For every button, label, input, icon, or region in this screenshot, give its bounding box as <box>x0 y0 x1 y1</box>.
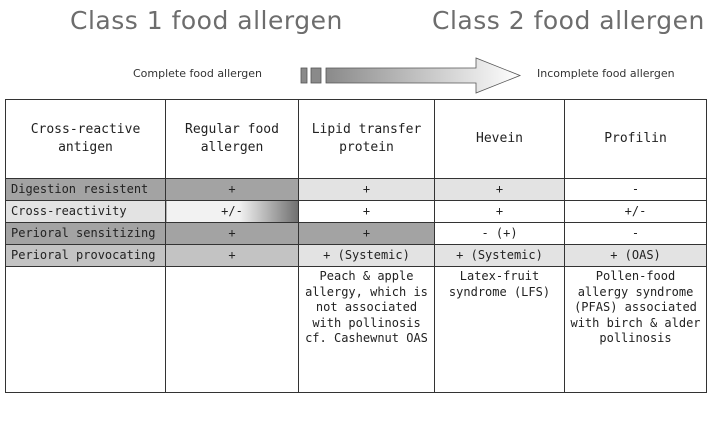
row-label: Cross-reactivity <box>6 201 166 223</box>
header-row <box>6 100 707 179</box>
class1-title: Class 1 food allergen <box>70 6 343 35</box>
table-row <box>6 179 707 201</box>
table-cell: + <box>435 179 565 201</box>
complete-allergen-label: Complete food allergen <box>133 67 262 80</box>
table-cell: + <box>166 179 299 201</box>
table-cell <box>6 267 166 393</box>
table-cell: + <box>166 223 299 245</box>
incomplete-allergen-label: Incomplete food allergen <box>537 67 675 80</box>
table-row <box>6 201 707 223</box>
arrow-block-1 <box>301 68 307 83</box>
table-cell: +/- <box>166 201 299 223</box>
table-cell: + <box>299 201 435 223</box>
table-row <box>6 223 707 245</box>
table-cell: + <box>166 245 299 267</box>
class2-title: Class 2 food allergen <box>432 6 705 35</box>
header-profilin: Profilin <box>565 100 707 179</box>
table-cell: + <box>435 201 565 223</box>
table-row <box>6 245 707 267</box>
profilin-description: Pollen-food allergy syndrome (PFAS) associated with birch & alder pollinosis <box>565 267 707 393</box>
allergen-table <box>5 99 707 393</box>
table-cell: + <box>299 223 435 245</box>
header-cross-reactive-antigen: Cross-reactive antigen <box>6 100 166 179</box>
arrow-shape <box>326 58 520 93</box>
header-regular-food-allergen: Regular food allergen <box>166 100 299 179</box>
row-label: Perioral provocating <box>6 245 166 267</box>
description-row <box>6 267 707 393</box>
table-cell: - <box>565 223 707 245</box>
table-cell: + (OAS) <box>565 245 707 267</box>
table-cell: + (Systemic) <box>435 245 565 267</box>
table-cell: +/- <box>565 201 707 223</box>
table-cell: + <box>299 179 435 201</box>
lipid-transfer-description: Peach & apple allergy, which is not associated with pollinosis cf. Cashewnut OAS <box>299 267 435 393</box>
gradient-arrow-icon <box>296 55 532 95</box>
hevein-description: Latex-fruit syndrome (LFS) <box>435 267 565 393</box>
table-cell <box>166 267 299 393</box>
table-cell: + (Systemic) <box>299 245 435 267</box>
header-lipid-transfer-protein: Lipid transfer protein <box>299 100 435 179</box>
row-label: Digestion resistent <box>6 179 166 201</box>
table-cell: - (+) <box>435 223 565 245</box>
row-label: Perioral sensitizing <box>6 223 166 245</box>
header-hevein: Hevein <box>435 100 565 179</box>
arrow-block-2 <box>311 68 321 83</box>
table-cell: - <box>565 179 707 201</box>
